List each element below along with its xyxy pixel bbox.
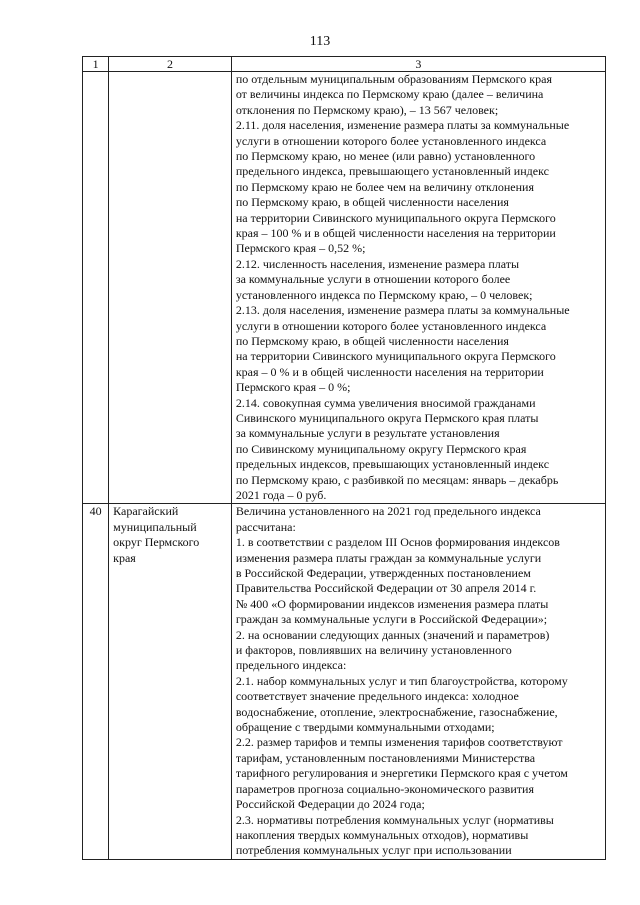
description-line: тарифам, установленным постановлениями Министерства xyxy=(235,750,536,765)
description-line: 2.14. совокупная сумма увеличения вносимой гражданами xyxy=(235,395,536,410)
description-line: за коммунальные услуги в результате установления xyxy=(235,426,500,441)
description-line: Российской Федерации до 2024 года; xyxy=(235,797,425,812)
description-line: 2. на основании следующих данных (значений и параметров) xyxy=(235,627,550,642)
description-line: Сивинского муниципального округа Пермского края платы xyxy=(235,410,539,425)
description-line: № 400 «О формировании индексов изменения размера платы xyxy=(235,596,549,611)
description-line: 2.13. доля населения, изменение размера платы за коммунальные xyxy=(235,303,570,318)
description-line: Пермского края – 0 %; xyxy=(235,380,351,395)
table-row xyxy=(83,72,606,504)
description-cell xyxy=(231,504,605,859)
description-line: Пермского края – 0,52 %; xyxy=(235,241,366,256)
description-line: предельного индекса: xyxy=(235,658,347,673)
description-line: края – 100 % и в общей численности населения на территории xyxy=(235,226,556,241)
description-line: услуги в отношении которого более установленного индекса xyxy=(235,318,547,333)
description-line: и факторов, повлиявших на величину установленного xyxy=(235,643,512,658)
page-number: 113 xyxy=(309,34,331,49)
description-line: обращение с твердыми коммунальными отходами; xyxy=(235,720,495,735)
description-line: предельного индекса, превышающего установленный индекс xyxy=(235,164,549,179)
description-line: на территории Сивинского муниципального округа Пермского xyxy=(235,210,556,225)
description-line: по Пермскому краю, с разбивкой по месяцам: январь – декабрь xyxy=(235,472,559,487)
description-line: соответствует значение предельного индекса: холодное xyxy=(235,689,519,704)
description-line: граждан за коммунальные услуги в Российской Федерации»; xyxy=(235,612,548,627)
column-header-1: 1 xyxy=(83,57,109,72)
description-line: края – 0 % и в общей численности населения на территории xyxy=(235,364,544,379)
description-line: накопления твердых коммунальных отходов), нормативы xyxy=(235,827,529,842)
description-line: предельных индексов, превышающих установленный индекс xyxy=(235,457,550,472)
description-line: 2.12. численность населения, изменение размера платы xyxy=(235,256,520,271)
description-line: Правительства Российской Федерации от 30 апреля 2014 г. xyxy=(235,581,537,596)
municipality-name-line: округ Пермского xyxy=(113,535,200,550)
indices-table xyxy=(82,56,606,860)
municipality-name-cell xyxy=(109,72,232,504)
table-row xyxy=(83,504,606,859)
description-line: 1. в соответствии с разделом III Основ формирования индексов xyxy=(235,535,560,550)
description-line: установленного индекса по Пермскому краю, – 0 человек; xyxy=(235,287,533,302)
municipality-name-line: края xyxy=(113,550,136,565)
description-line: за коммунальные услуги в отношении которого более xyxy=(235,272,511,287)
description-line: по Сивинскому муниципальному округу Пермского края xyxy=(235,441,527,456)
row-number-cell xyxy=(83,72,109,504)
description-line: на территории Сивинского муниципального округа Пермского xyxy=(235,349,556,364)
description-line: 2.1. набор коммунальных услуг и тип благоустройства, которому xyxy=(235,673,568,688)
municipality-name-line: Карагайский xyxy=(113,504,179,519)
description-line: параметров прогноза социально-экономического развития xyxy=(235,781,534,796)
table-body xyxy=(83,72,606,860)
description-line: водоснабжение, отопление, электроснабжение, газоснабжение, xyxy=(235,704,558,719)
description-line: по отдельным муниципальным образованиям Пермского края xyxy=(235,72,552,86)
description-line: по Пермскому краю не более чем на величину отклонения xyxy=(235,179,534,194)
description-line: от величины индекса по Пермскому краю (далее – величина xyxy=(235,87,544,102)
description-line: по Пермскому краю, но менее (или равно) установленного xyxy=(235,149,536,164)
municipality-name-cell xyxy=(109,504,232,859)
description-line: 2021 года – 0 руб. xyxy=(235,487,327,502)
description-line: рассчитана: xyxy=(235,519,296,534)
column-header-2: 2 xyxy=(109,57,232,72)
description-line: тарифного регулирования и энергетики Пермского края с учетом xyxy=(235,766,568,781)
description-line: потребления коммунальных услуг при использовании xyxy=(235,843,512,858)
description-line: 2.11. доля населения, изменение размера платы за коммунальные xyxy=(235,118,570,133)
description-line: 2.2. размер тарифов и темпы изменения тарифов соответствуют xyxy=(235,735,563,750)
row-number-cell: 40 xyxy=(83,504,109,859)
description-line: услуги в отношении которого более установленного индекса xyxy=(235,133,547,148)
description-line: по Пермскому краю, в общей численности населения xyxy=(235,195,509,210)
description-line: изменения размера платы граждан за коммунальные услуги xyxy=(235,550,542,565)
description-line: 2.3. нормативы потребления коммунальных услуг (нормативы xyxy=(235,812,554,827)
description-line: Величина установленного на 2021 год предельного индекса xyxy=(235,504,541,519)
description-line: отклонения по Пермскому краю), – 13 567 человек; xyxy=(235,102,499,117)
column-header-3: 3 xyxy=(231,57,605,72)
description-cell xyxy=(231,72,605,504)
description-line: по Пермскому краю, в общей численности населения xyxy=(235,333,509,348)
table-header-row xyxy=(83,57,606,72)
municipality-name-line: муниципальный xyxy=(113,519,197,534)
description-line: в Российской Федерации, утвержденных постановлением xyxy=(235,566,531,580)
